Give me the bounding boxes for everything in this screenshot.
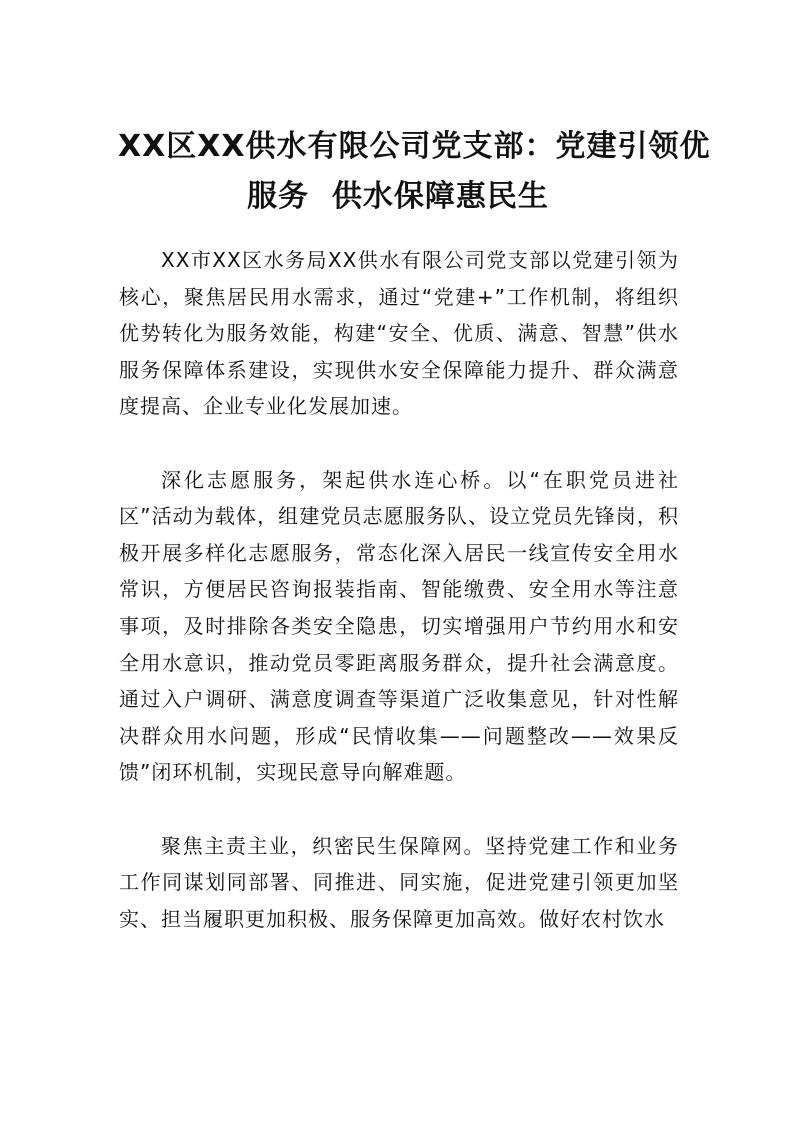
document-body <box>119 242 679 937</box>
paragraph-intro: XX市XX区水务局XX供水有限公司党支部以党建引领为核心，聚焦居民用水需求，通过“党建+”工作机制，将组织优势转化为服务效能，构建“安全、优质、满意、智慧”供水服务保障体系建设，实现供水安全保障能力提升、群众满意度提高、企业专业化发展加速。 <box>119 248 679 419</box>
document-title <box>118 122 711 222</box>
title-line-1: XX区XX供水有限公司党支部：党建引领优 <box>118 129 711 164</box>
paragraph-volunteer-service: 深化志愿服务，架起供水连心桥。以“在职党员进社区”活动为载体，组建党员志愿服务队、设立党员先锋岗，积极开展多样化志愿服务，常态化深入居民一线宣传安全用水常识，方便居民咨询报装指南、智能缴费、安全用水等注意事项，及时排除各类安全隐患，切实增强用户节约用水和安全用水意识，推动党员零距离服务群众，提升社会满意度。通过入户调研、满意度调查等渠道广泛收集意见，针对性解决群众用水问题，形成“民情收集——问题整改——效果反馈”闭环机制，实现民意导向解难题。 <box>119 467 679 785</box>
title-line-2: 服务 供水保障惠民生 <box>247 179 549 214</box>
paragraph-core-business: 聚焦主责主业，织密民生保障网。坚持党建工作和业务工作同谋划同部署、同推进、同实施，促进党建引领更加坚实、担当履职更加积极、服务保障更加高效。做好农村饮水 <box>119 833 679 931</box>
